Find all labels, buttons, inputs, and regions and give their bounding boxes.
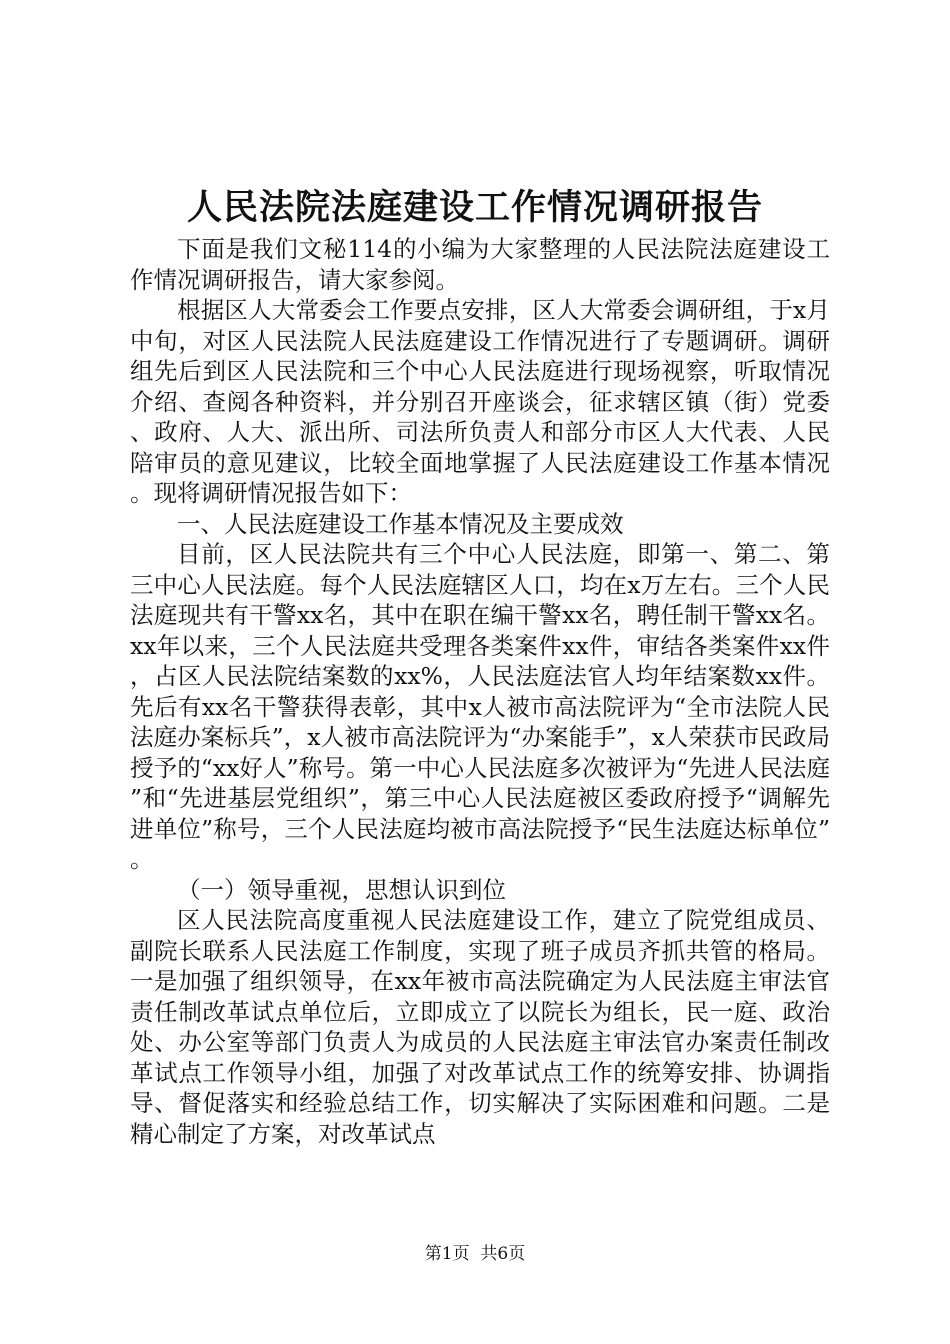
section-heading-1: 一、人民法庭建设工作基本情况及主要成效 [177, 509, 624, 538]
document-body [130, 234, 830, 1149]
page-footer [0, 1242, 950, 1266]
page-number: 第1页 [424, 1244, 470, 1264]
paragraph-leadership: 区人民法院高度重视人民法庭建设工作，建立了院党组成员、副院长联系人民法庭工作制度，实现了班子成员齐抓共管的格局。一是加强了组织领导，在xx年被市高法院确定为人民法庭主审法官责任制改革试点单位后，立即成立了以院长为组长，民一庭、政治处、办公室等部门负责人为成员的人民法庭主审法官办案责任制改革试点工作领导小组，加强了对改革试点工作的统筹安排、协调指导、督促落实和经验总结工作，切实解决了实际困难和问题。二是精心制定了方案，对改革试点 [130, 906, 830, 1148]
paragraph-overview: 目前，区人民法院共有三个中心人民法庭，即第一、第二、第三中心人民法庭。每个人民法庭辖区人口，均在x万左右。三个人民法庭现共有干警xx名，其中在职在编干警xx名，聘任制干警xx名。xx年以来，三个人民法庭共受理各类案件xx件，审结各类案件xx件，占区人民法院结案数的xx%，人民法庭法官人均年结案数xx件。先后有xx名干警获得表彰，其中x人被市高法院评为“全市法院人民法庭办案标兵”，x人被市高法院评为“办案能手”，x人荣获市民政局授予的“xx好人”称号。第一中心人民法庭多次被评为“先进人民法庭”和“先进基层党组织”，第三中心人民法庭被区委政府授予“调解先进单位”称号，三个人民法庭均被市高法院授予“民生法庭达标单位”。 [130, 540, 830, 873]
paragraph-background: 根据区人大常委会工作要点安排，区人大常委会调研组，于x月中旬，对区人民法院人民法庭建设工作情况进行了专题调研。调研组先后到区人民法院和三个中心人民法庭进行现场视察，听取情况介绍、查阅各种资料，并分别召开座谈会，征求辖区镇（街）党委、政府、人大、派出所、司法所负责人和部分市区人大代表、人民陪审员的意见建议，比较全面地掌握了人民法庭建设工作基本情况。现将调研情况报告如下： [130, 296, 830, 507]
page-total: 共6页 [480, 1244, 526, 1264]
document-title: 人民法院法庭建设工作情况调研报告 [186, 187, 763, 228]
subsection-heading-1: （一）领导重视，思想认识到位 [177, 875, 506, 904]
paragraph-intro: 下面是我们文秘114的小编为大家整理的人民法院法庭建设工作情况调研报告，请大家参阅。 [130, 235, 830, 294]
